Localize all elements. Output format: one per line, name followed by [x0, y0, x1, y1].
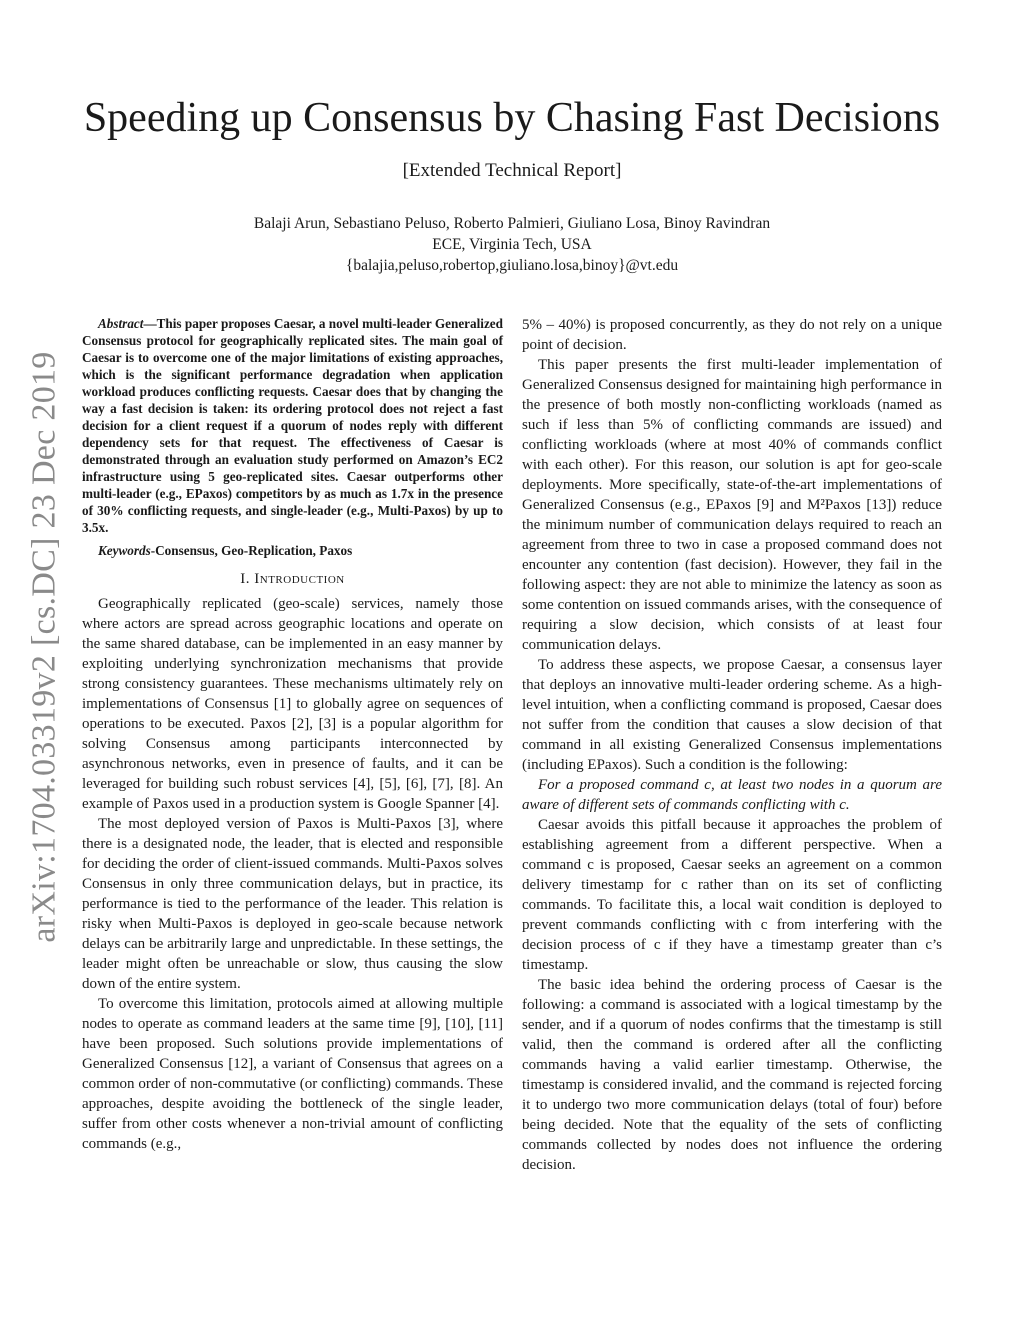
- keywords-text: -Consensus, Geo-Replication, Paxos: [150, 543, 353, 558]
- condition-quote: For a proposed command c, at least two nodes in a quorum are aware of different sets of commands conflicting with c.: [522, 777, 942, 813]
- keywords-label: Keywords: [98, 543, 151, 558]
- right-paragraph-5: Caesar avoids this pitfall because it approaches the problem of establishing agreement from a different perspective. When a command c is proposed, Caesar seeks an agreement on a common delivery timestamp for c rather than on its set of conflicting commands. To facilitate this, a local wait condition is deployed to prevent commands conflicting with c from interfering with the decision process of c if they have a timestamp greater than c’s timestamp.: [522, 817, 942, 973]
- abstract-text: This paper proposes Caesar, a novel multi-leader Generalized Consensus protocol for geographically replicated sites. The main goal of Caesar is to overcome one of the major limitations of existing approaches, which is the significant performance degradation when application workload produces conflicting requests. Caesar does that by changing the way a fast decision is taken: its ordering protocol does not reject a fast decision for a client request if a quorum of nodes reply with different dependency sets for that request. The effectiveness of Caesar is demonstrated through an evaluation study performed on Amazon’s EC2 infrastructure using 5 geo-replicated sites. Caesar outperforms other multi-leader (e.g., EPaxos) competitors by as much as 1.7x in the presence of 30% conflicting requests, and single-leader (e.g., Multi-Paxos) by up to 3.5x.: [82, 316, 503, 535]
- author-names: Balaji Arun, Sebastiano Peluso, Roberto Palmieri, Giuliano Losa, Binoy Ravindran: [253, 215, 771, 232]
- paper-title: Speeding up Consensus by Chasing Fast Decisions: [83, 95, 941, 141]
- intro-paragraph-1: Geographically replicated (geo-scale) services, namely those where actors are spread across geographic locations and operate on the same shared database, can be implemented in an easy manner by exploiting underlying synchronization mechanisms that provide strong consistency guarantees. These mechanisms ultimately rely on implementations of Consensus [1] to globally agree on sequences of operations to be executed. Paxos [2], [3] is a popular algorithm for solving Consensus among participants interconnected by asynchronous networks, even in presence of faults, and it can be leveraged for building such robust services [4], [5], [6], [7], [8]. An example of Paxos used in a production system is Google Spanner [4].: [82, 596, 503, 812]
- right-paragraph-3: To address these aspects, we propose Caesar, a consensus layer that deploys an innovative multi-leader ordering scheme. As a high-level intuition, when a conflicting command is proposed, Caesar does not suffer from the condition that causes a slow decision of that command in all existing Generalized Consensus implementations (including EPaxos). Such a condition is the following:: [522, 657, 942, 773]
- arxiv-id-text: arXiv:1704.03319v2 [cs.DC] 23 Dec 2019: [26, 351, 64, 943]
- left-column: [82, 315, 503, 1154]
- author-emails: {balajia,peluso,robertop,giuliano.losa,binoy}@vt.edu: [345, 257, 679, 274]
- right-column: [522, 315, 942, 1175]
- right-paragraph-2: This paper presents the first multi-leader implementation of Generalized Consensus designed for maintaining high performance in the presence of both mostly non-conflicting workloads (named as such if less than 5% of conflicting commands are issued) and conflicting workloads (where at most 40% of commands conflict with each other). For this reason, our solution is apt for geo-scale deployments. More specifically, state-of-the-art implementations of Generalized Consensus (e.g., EPaxos [9] and M²Paxos [13]) reduce the minimum number of communication delays required to reach an agreement from three to two in case a proposed command does not encounter any contention (fast decision). However, they fail in the following aspect: they are not able to minimize the latency as soon as some contention on issued commands arises, with the consequence of requiring a slow decision, which consists of at least four communication delays.: [522, 357, 942, 653]
- intro-paragraph-2: The most deployed version of Paxos is Multi-Paxos [3], where there is a designated node, the leader, that is elected and responsible for deciding the order of client-issued commands. Multi-Paxos solves Consensus in only three communication delays, but in practice, its performance is tied to the performance of the leader. This relation is risky when Multi-Paxos is deployed in geo-scale because network delays can be arbitrarily large and unpredictable. In these settings, the leader might often be unreachable or slow, thus causing the slow down of the entire system.: [82, 816, 503, 992]
- abstract-label: Abstract: [98, 316, 144, 331]
- right-paragraph-6: The basic idea behind the ordering process of Caesar is the following: a command is associated with a logical timestamp by the sender, and if a quorum of nodes confirms that the timestamp is still valid, then the command is ordered after all the conflicting commands having a valid earlier timestamp. Otherwise, the timestamp is considered invalid, and the command is rejected forcing it to undergo two more communication delays (total of four) before being decided. Note that the equality of the sets of conflicting commands collected by nodes does not influence the ordering decision.: [522, 977, 942, 1173]
- paper-subtitle: [Extended Technical Report]: [402, 160, 622, 181]
- keywords: [82, 542, 503, 559]
- abstract-dash: —: [143, 316, 157, 331]
- arxiv-identifier-stamp: [16, 347, 74, 947]
- author-block: [60, 213, 964, 276]
- abstract: [82, 315, 503, 536]
- intro-paragraph-3: To overcome this limitation, protocols aimed at allowing multiple nodes to operate as command leaders at the same time [9], [10], [11] have been proposed. Such solutions provide implementations of Generalized Consensus [12], a variant of Consensus that agrees on a common order of non-commutative (or conflicting) commands. These approaches, despite avoiding the bottleneck of the single leader, suffer from other costs whenever a non-trivial amount of conflicting commands (e.g.,: [82, 996, 503, 1152]
- right-paragraph-1: 5% – 40%) is proposed concurrently, as they do not rely on a unique point of decision.: [522, 317, 942, 353]
- author-affiliation: ECE, Virginia Tech, USA: [432, 236, 592, 253]
- section-heading-introduction: I. Introduction: [240, 571, 345, 587]
